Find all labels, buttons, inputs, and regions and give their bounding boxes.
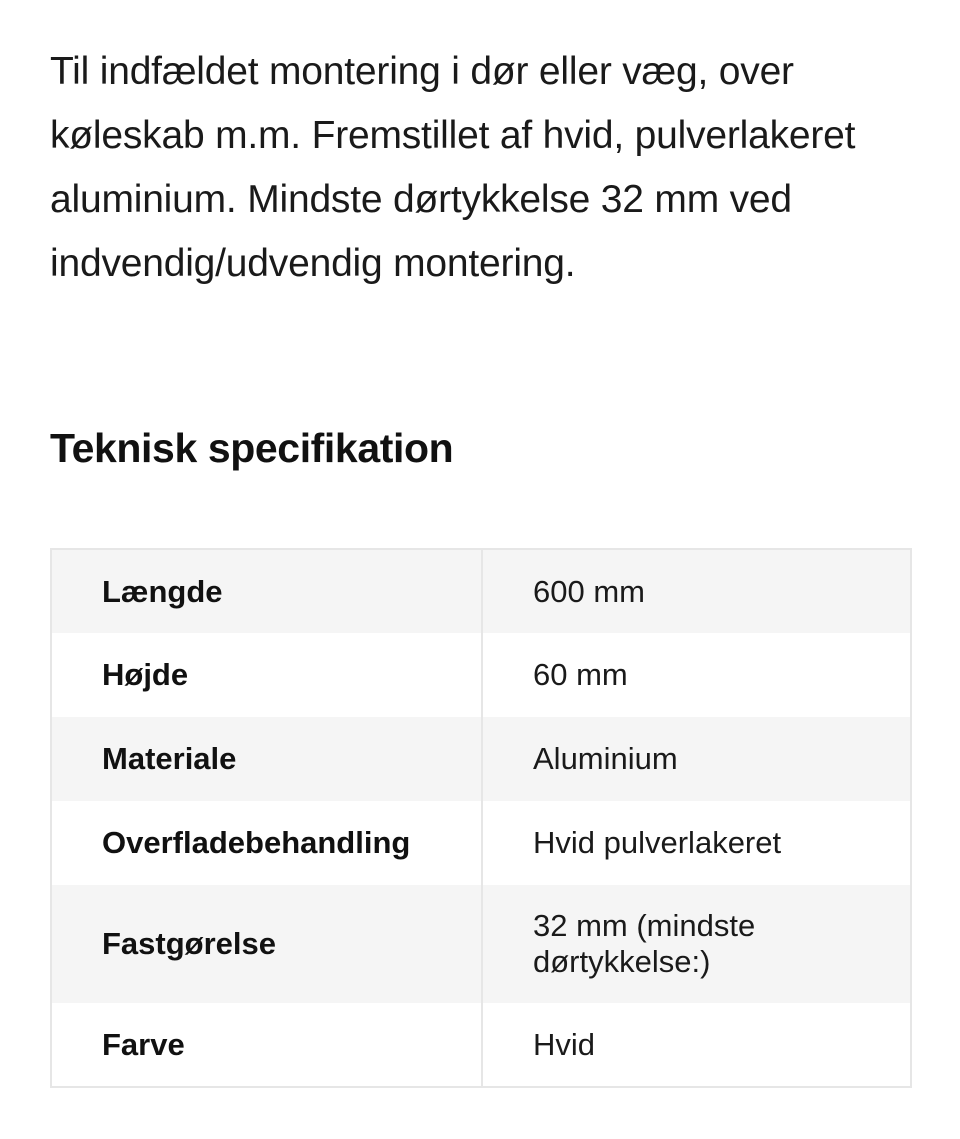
spec-row-height (51, 633, 911, 717)
spec-value: Aluminium (482, 717, 911, 801)
product-description: Til indfældet montering i dør eller væg, over køleskab m.m. Fremstillet af hvid, pulverlakeret aluminium. Mindste dørtykkelse 32 mm ved indvendig/udvendig montering. (50, 50, 856, 285)
spec-heading: Teknisk specifikation (50, 425, 454, 471)
spec-row-color (51, 1003, 911, 1087)
spec-label: Længde (51, 549, 482, 633)
spec-label: Højde (51, 633, 482, 717)
spec-label: Fastgørelse (51, 885, 482, 1003)
spec-row-length (51, 549, 911, 633)
spec-label: Overfladebehandling (51, 801, 482, 885)
spec-value: 600 mm (482, 549, 911, 633)
spec-value: Hvid pulverlakeret (482, 801, 911, 885)
spec-label: Farve (51, 1003, 482, 1087)
spec-value: 32 mm (mindste dørtykkelse:) (482, 885, 911, 1003)
spec-value: Hvid (482, 1003, 911, 1087)
spec-table (50, 548, 912, 1088)
spec-row-fastening (51, 885, 911, 1003)
spec-value: 60 mm (482, 633, 911, 717)
spec-row-material (51, 717, 911, 801)
spec-row-surface (51, 801, 911, 885)
spec-label: Materiale (51, 717, 482, 801)
